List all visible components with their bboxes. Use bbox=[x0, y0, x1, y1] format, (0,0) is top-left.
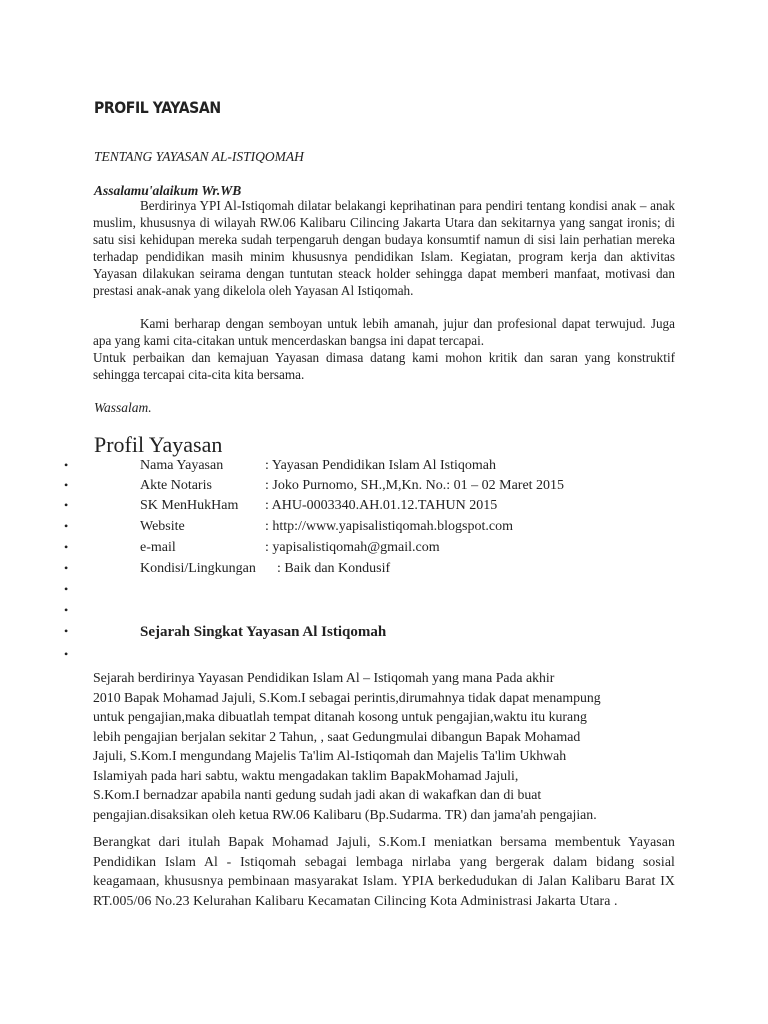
paragraph-intro: Berdirinya YPI Al-Istiqomah dilatar belakangi keprihatinan para pendiri tentang kondisi anak – anak muslim, khususnya di wilayah RW.06 Kalibaru Cilincing Jakarta Utara dan sekitarnya yang sangat ironis; di satu sisi kehidupan mereka sudah terpengaruh dengan budaya konsumtif namun di sisi lain perhatian mereka terhadap pendidikan masih minim khususnya pendidikan Islam. Kegiatan, program kerja dan aktivitas Yayasan dilakukan seirama dengan tuntutan steack holder sehingga dapat memberi manfaat, motivasi dan prestasi anak-anak yang dikelola oleh Yayasan Al Istiqomah. bbox=[93, 198, 675, 298]
bullet-icon: • bbox=[64, 582, 69, 596]
history-line: S.Kom.I bernadzar apabila nanti gedung sudah jadi akan di wakafkan dan di buat bbox=[93, 787, 542, 802]
history-line: Jajuli, S.Kom.I mengundang Majelis Ta'lim Al-Istiqomah dan Majelis Ta'lim Ukhwah bbox=[93, 748, 567, 763]
page-title: PROFIL YAYASAN bbox=[94, 98, 221, 117]
profile-label: SK MenHukHam bbox=[140, 498, 239, 513]
profile-value: : Joko Purnomo, SH.,M,Kn. No.: 01 – 02 Maret 2015 bbox=[265, 478, 565, 493]
list-item bbox=[0, 624, 768, 644]
list-item bbox=[0, 519, 768, 539]
subtitle: TENTANG YAYASAN AL-ISTIQOMAH bbox=[94, 149, 304, 164]
bullet-icon: • bbox=[64, 540, 69, 554]
list-item bbox=[0, 498, 768, 518]
email-value: : yapisalistiqomah@gmail.com bbox=[265, 540, 440, 555]
profile-label: Website bbox=[140, 519, 185, 534]
profile-label: Kondisi/Lingkungan bbox=[140, 561, 256, 576]
bullet-icon: • bbox=[64, 561, 69, 575]
profile-label: e-mail bbox=[140, 540, 176, 555]
history-heading: Sejarah Singkat Yayasan Al Istiqomah bbox=[140, 624, 387, 640]
bullet-icon: • bbox=[64, 603, 69, 617]
history-line: pengajian.disaksikan oleh ketua RW.06 Kalibaru (Bp.Sudarma. TR) dan jama'ah pengajian. bbox=[93, 806, 597, 822]
profile-value: : Yayasan Pendidikan Islam Al Istiqomah bbox=[265, 458, 496, 473]
profile-heading: Profil Yayasan bbox=[94, 432, 223, 457]
history-paragraph bbox=[93, 668, 601, 824]
list-item bbox=[0, 647, 768, 667]
history-line: lebih pengajian berjalan sekitar 2 Tahun, , saat Gedungmulai dibangun Bapak Mohamad bbox=[93, 728, 581, 744]
list-item bbox=[0, 478, 768, 498]
history-line: 2010 Bapak Mohamad Jajuli, S.Kom.I sebagai perintis,dirumahnya tidak dapat menampung bbox=[93, 689, 601, 705]
closing: Wassalam. bbox=[94, 400, 152, 415]
paragraph-hope: Kami berharap dengan semboyan untuk lebih amanah, jujur dan profesional dapat terwujud. Juga apa yang kami cita-citakan untuk mencerdaskan bangsa ini dapat tercapai. bbox=[93, 316, 675, 348]
list-item bbox=[0, 561, 768, 581]
profile-value: : Baik dan Kondusif bbox=[277, 561, 391, 576]
bullet-icon: • bbox=[64, 478, 69, 492]
list-item bbox=[0, 603, 768, 623]
history-line: Sejarah berdirinya Yayasan Pendidikan Islam Al – Istiqomah yang mana Pada akhir bbox=[93, 670, 555, 685]
bullet-icon: • bbox=[64, 498, 69, 512]
list-item bbox=[0, 540, 768, 560]
paragraph-founding: Berangkat dari itulah Bapak Mohamad Jajuli, S.Kom.I meniatkan bersama membentuk Yayasan Pendidikan Islam Al - Istiqomah sebagai lembaga nirlaba yang bergerak dalam bidang sosial keagamaan, khususnya pembinaan masyarakat Islam. YPIA berkedudukan di Jalan Kalibaru Barat IX RT.005/06 No.23 Kelurahan Kalibaru Kecamatan Cilincing Kota Administrasi Jakarta Utara . bbox=[93, 834, 675, 908]
history-line: Islamiyah pada hari sabtu, waktu mengadakan taklim BapakMohamad Jajuli, bbox=[93, 767, 519, 783]
list-item bbox=[0, 582, 768, 602]
bullet-icon: • bbox=[64, 519, 69, 533]
profile-label: Nama Yayasan bbox=[140, 458, 224, 473]
profile-label: Akte Notaris bbox=[140, 478, 212, 493]
bullet-icon: • bbox=[64, 647, 69, 661]
list-item bbox=[0, 458, 768, 478]
paragraph-request: Untuk perbaikan dan kemajuan Yayasan dimasa datang kami mohon kritik dan saran yang konstruktif sehingga tercapai cita-cita kita bersama. bbox=[93, 350, 675, 382]
bullet-icon: • bbox=[64, 624, 69, 638]
bullet-icon: • bbox=[64, 458, 69, 472]
greeting: Assalamu'alaikum Wr.WB bbox=[94, 183, 242, 198]
history-line: untuk pengajian,maka dibuatlah tempat ditanah kosong untuk pengajian,waktu itu kurang bbox=[93, 709, 587, 724]
website-value: : http://www.yapisalistiqomah.blogspot.com bbox=[265, 519, 513, 534]
profile-value: : AHU-0003340.AH.01.12.TAHUN 2015 bbox=[265, 498, 498, 513]
